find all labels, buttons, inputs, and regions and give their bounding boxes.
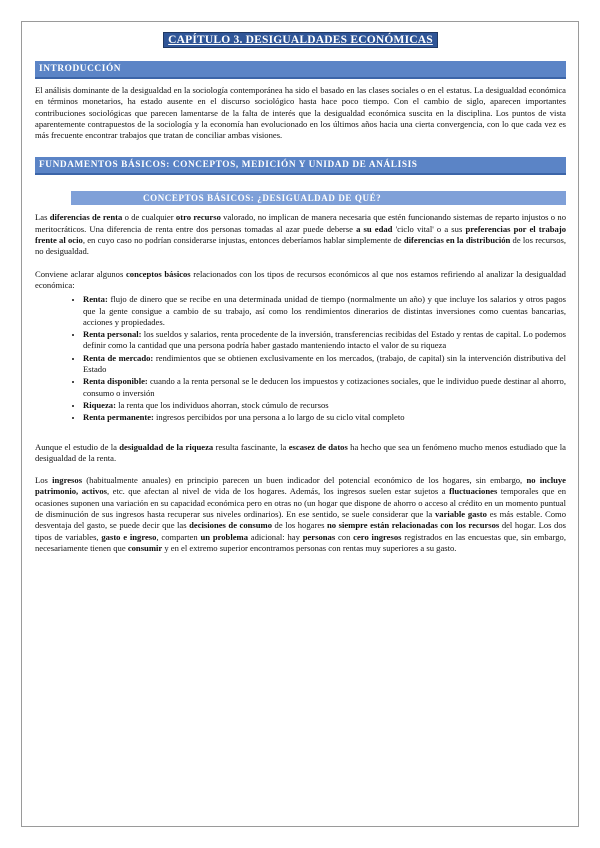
- document-content: [35, 30, 566, 554]
- list-item: • Renta permanente: ingresos percibidos por una persona a lo largo de su ciclo vital completo: [83, 412, 566, 423]
- paragraph-ingresos: Los ingresos (habitualmente anuales) en principio parecen un buen indicador del potencial económico de los hogares, sin embargo, no incluye patrimonio, activos, etc. que afectan al nivel de vida de los hogares. Además, los ingresos suelen estar sujetos a fluctuaciones temporales que en ocasiones suponen una variación en su capacidad económica pero en otras no (un hogar que dispone de ahorro o acceso al crédito en un momento puntual de disminución de sus ingresos hasta recuperar sus niveles ordinarios). En ese sentido, se suele considerar que la variable gasto es más estable. Como desventaja del gasto, se puede decir que las decisiones de consumo de los hogares no siempre están relacionadas con los recursos del hogar. Los dos tipos de variables, gasto e ingreso, comparten un problema adicional: hay personas con cero ingresos registrados en las encuestas que, sin embargo, necesariamente tienen que consumir y en el extremo superior encontramos personas con rentas muy superiores a su gasto.: [35, 475, 566, 553]
- intro-paragraph: El análisis dominante de la desigualdad en la sociología contemporánea ha sido el basado en las clases sociales o en el estatus. La desigualdad económica en términos monetarios, ha estado ausente en el discurso sociológico hasta hace poco tiempo. Con el cambio de siglo, aparecen importantes contribuciones sociológicas que parecen lamentarse de la falta de interés que la desigualdad económica suscita en la disciplina. Los puntos de vista aparentemente contrapuestos de la sociología y la economía han evolucionado en los últimos años hacia una cierta convergencia, con lo que cada vez es más frecuente encontrar trabajos que tratan de conciliar ambas visiones.: [35, 85, 566, 141]
- list-item: • Renta disponible: cuando a la renta personal se le deducen los impuestos y cotizaciones sociales, que le individuo puede destinar al ahorro, consumo o inversión: [83, 376, 566, 399]
- paragraph-conceptos-basicos: Conviene aclarar algunos conceptos básicos relacionados con los tipos de recursos económicos al que nos estamos refiriendo al analizar la desigualdad económica:: [35, 268, 566, 290]
- section-heading-fundamentos: FUNDAMENTOS BÁSICOS: CONCEPTOS, MEDICIÓN Y UNIDAD DE ANÁLISIS: [35, 157, 566, 175]
- list-item: • Renta de mercado: rendimientos que se obtienen exclusivamente en los mercados, (trabajo, de capital) sin la intervención distributiva del Estado: [83, 353, 566, 376]
- subsection-heading-conceptos: CONCEPTOS BÁSICOS: ¿DESIGUALDAD DE QUÉ?: [71, 191, 566, 205]
- paragraph-riqueza: Aunque el estudio de la desigualdad de la riqueza resulta fascinante, la escasez de datos ha hecho que sea un fenómeno mucho menos estudiado que la desigualdad de la renta.: [35, 441, 566, 463]
- list-item: • Renta personal: los sueldos y salarios, renta procedente de la inversión, transferencias recibidas del Estado y rentas de capital. Lo podemos definir como la cantidad que una persona podría haber gastado manteniendo intacto el valor de su riqueza: [83, 329, 566, 352]
- chapter-title-text: CAPÍTULO 3. DESIGUALDADES ECONÓMICAS: [163, 32, 438, 48]
- section-heading-introduccion: INTRODUCCIÓN: [35, 61, 566, 79]
- list-item: • Riqueza: la renta que los individuos ahorran, stock cúmulo de recursos: [83, 400, 566, 411]
- concepts-list: [35, 294, 566, 423]
- list-item: • Renta: flujo de dinero que se recibe en una determinada unidad de tiempo (normalmente un año) y que incluye los salarios y otros pagos que la gente consigue a cambio de su trabajo, así como los rendimientos dinerarios de distintas inversiones como cuentas bancarias, acciones y propiedades.: [83, 294, 566, 328]
- chapter-title: [35, 30, 566, 48]
- paragraph-diferencias-renta: Las diferencias de renta o de cualquier otro recurso valorado, no implican de manera necesaria que estén funcionando sistemas de reparto injustos o no meritocráticos. Una diferencia de renta entre dos personas tomadas al azar puede deberse a su edad 'ciclo vital' o a sus preferencias por el trabajo frente al ocio, en cuyo caso no podrían considerarse injustas, entonces deberíamos hablar simplemente de diferencias en la distribución de los recursos, no desigualdad.: [35, 212, 567, 257]
